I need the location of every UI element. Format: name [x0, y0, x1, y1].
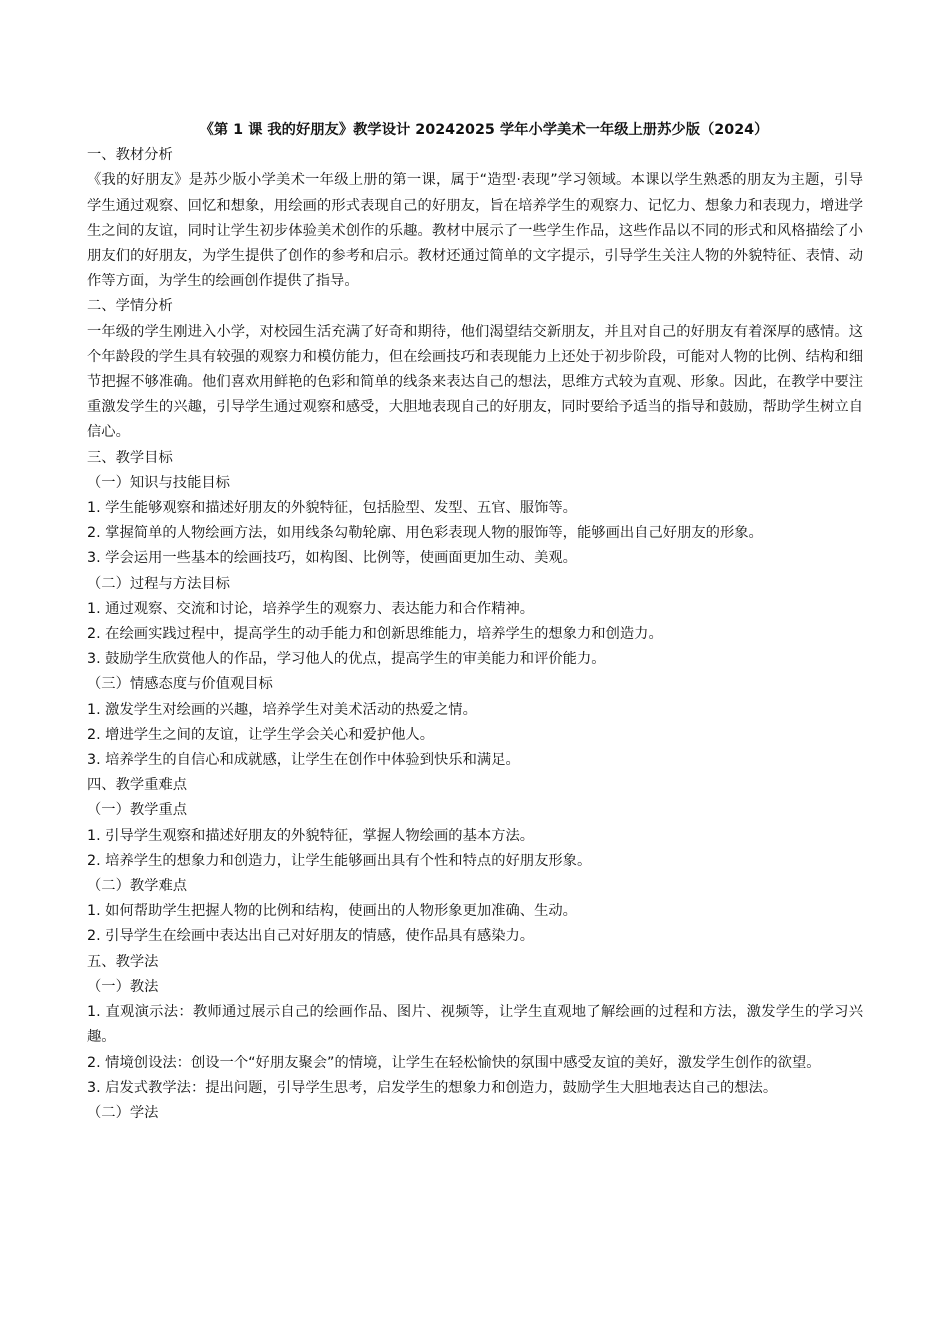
subsection-heading: （二）教学难点 [87, 878, 188, 895]
list-item: 2. 在绘画实践过程中，提高学生的动手能力和创新思维能力，培养学生的想象力和创造力。 [87, 626, 663, 643]
list-item: 2. 引导学生在绘画中表达出自己对好朋友的情感，使作品具有感染力。 [87, 928, 535, 945]
section-heading: 二、学情分析 [87, 298, 173, 315]
list-item: 3. 学会运用一些基本的绘画技巧，如构图、比例等，使画面更加生动、美观。 [87, 550, 577, 567]
subsection-heading: （一）教法 [87, 978, 159, 995]
subsection-heading: （一）教学重点 [87, 802, 188, 819]
paragraph: 一年级的学生刚进入小学，对校园生活充满了好奇和期待，他们渴望结交新朋友，并且对自己的好朋友有着深厚的感情。这个年龄段的学生具有较强的观察力和模仿能力，但在绘画技巧和表现能力上还处于初步阶段，可能对人物的比例、结构和细节把握不够准确。他们喜欢用鲜艳的色彩和简单的线条来表达自己的想法，思维方式较为直观、形象。因此，在教学中要注重激发学生的兴趣，引导学生通过观察和感受，大胆地表现自己的好朋友，同时要给予适当的指导和鼓励，帮助学生树立自信心。 [87, 323, 863, 441]
subsection-heading: （一）知识与技能目标 [87, 474, 230, 491]
list-item: 1. 通过观察、交流和讨论，培养学生的观察力、表达能力和合作精神。 [87, 600, 535, 617]
list-item: 2. 情境创设法：创设一个“好朋友聚会”的情境，让学生在轻松愉快的氛围中感受友谊的美好，激发学生创作的欲望。 [87, 1054, 821, 1071]
document-title: 《第 1 课 我的好朋友》教学设计 20242025 学年小学美术一年级上册苏少版（2024） [199, 122, 769, 138]
list-item: 1. 学生能够观察和描述好朋友的外貌特征，包括脸型、发型、五官、服饰等。 [87, 500, 577, 517]
section-heading: 四、教学重难点 [87, 777, 188, 794]
section-heading: 一、教材分析 [87, 147, 173, 164]
list-item: 2. 增进学生之间的友谊，让学生学会关心和爱护他人。 [87, 726, 435, 743]
list-item: 2. 培养学生的想象力和创造力，让学生能够画出具有个性和特点的好朋友形象。 [87, 852, 592, 869]
list-item: 1. 如何帮助学生把握人物的比例和结构，使画出的人物形象更加准确、生动。 [87, 903, 577, 920]
list-item: 1. 引导学生观察和描述好朋友的外貌特征，掌握人物绘画的基本方法。 [87, 827, 535, 844]
subsection-heading: （二）学法 [87, 1104, 159, 1121]
subsection-heading: （三）情感态度与价值观目标 [87, 676, 273, 693]
list-item: 3. 培养学生的自信心和成就感，让学生在创作中体验到快乐和满足。 [87, 752, 520, 769]
section-heading: 三、教学目标 [87, 449, 173, 466]
subsection-heading: （二）过程与方法目标 [87, 575, 230, 592]
list-item: 2. 掌握简单的人物绘画方法，如用线条勾勒轮廓、用色彩表现人物的服饰等，能够画出自己好朋友的形象。 [87, 525, 763, 542]
list-item: 1. 激发学生对绘画的兴趣，培养学生对美术活动的热爱之情。 [87, 701, 477, 718]
document-body [87, 118, 863, 1126]
list-item: 3. 鼓励学生欣赏他人的作品，学习他人的优点，提高学生的审美能力和评价能力。 [87, 651, 606, 668]
list-item: 1. 直观演示法：教师通过展示自己的绘画作品、图片、视频等，让学生直观地了解绘画的过程和方法，激发学生的学习兴趣。 [87, 1004, 863, 1046]
section-heading: 五、教学法 [87, 953, 159, 970]
paragraph: 《我的好朋友》是苏少版小学美术一年级上册的第一课，属于“造型·表现”学习领域。本课以学生熟悉的朋友为主题，引导学生通过观察、回忆和想象，用绘画的形式表现自己的好朋友，旨在培养学生的观察力、记忆力、想象力和表现力，增进学生之间的友谊，同时让学生初步体验美术创作的乐趣。教材中展示了一些学生作品，这些作品以不同的形式和风格描绘了小朋友们的好朋友，为学生提供了创作的参考和启示。教材还通过简单的文字提示，引导学生关注人物的外貌特征、表情、动作等方面，为学生的绘画创作提供了指导。 [87, 172, 863, 290]
list-item: 3. 启发式教学法：提出问题，引导学生思考，启发学生的想象力和创造力，鼓励学生大胆地表达自己的想法。 [87, 1079, 778, 1096]
